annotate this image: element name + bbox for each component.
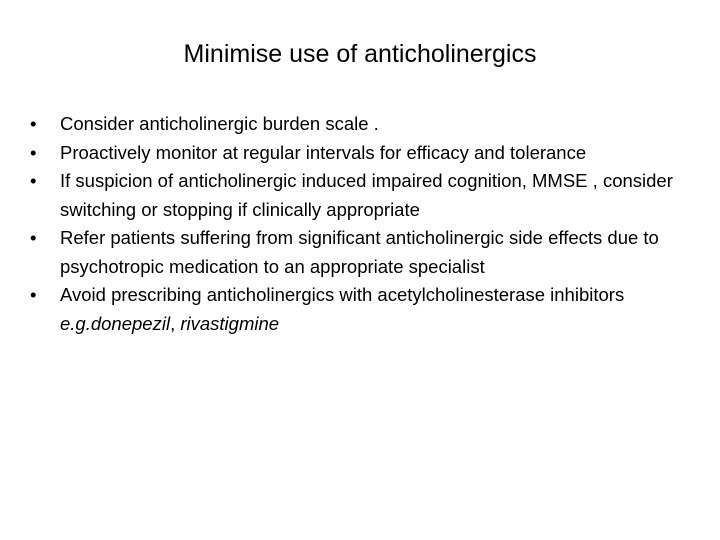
bullet-text: Consider anticholinergic burden scale . bbox=[60, 113, 379, 134]
bullet-list bbox=[30, 110, 690, 338]
bullet-text: Proactively monitor at regular intervals for efficacy and tolerance bbox=[60, 141, 587, 163]
bullet-marker: • bbox=[30, 170, 37, 191]
bullet-item bbox=[30, 281, 690, 338]
bullet-item bbox=[30, 167, 690, 224]
bullet-marker: • bbox=[30, 227, 37, 248]
drug-example-2: rivastigmine bbox=[180, 312, 280, 334]
bullet-item bbox=[30, 110, 690, 139]
bullet-text: Avoid prescribing anticholinergics with acetylcholinesterase inhibitors bbox=[60, 284, 625, 305]
bullet-text: Refer patients suffering from significant anticholinergic side effects due to psychotropic medication to an appropriate specialist bbox=[60, 227, 659, 277]
bullet-item bbox=[30, 224, 690, 281]
bullet-marker: • bbox=[30, 284, 37, 305]
drug-example-1: e.g.donepezil bbox=[60, 312, 171, 334]
separator: , bbox=[170, 312, 181, 334]
bullet-item bbox=[30, 139, 690, 168]
bullet-marker: • bbox=[30, 113, 37, 134]
bullet-text: If suspicion of anticholinergic induced impaired cognition, MMSE , consider switching or stopping if clinically appropriate bbox=[60, 170, 673, 220]
bullet-marker: • bbox=[30, 141, 37, 163]
slide-title: Minimise use of anticholinergics bbox=[183, 40, 537, 68]
